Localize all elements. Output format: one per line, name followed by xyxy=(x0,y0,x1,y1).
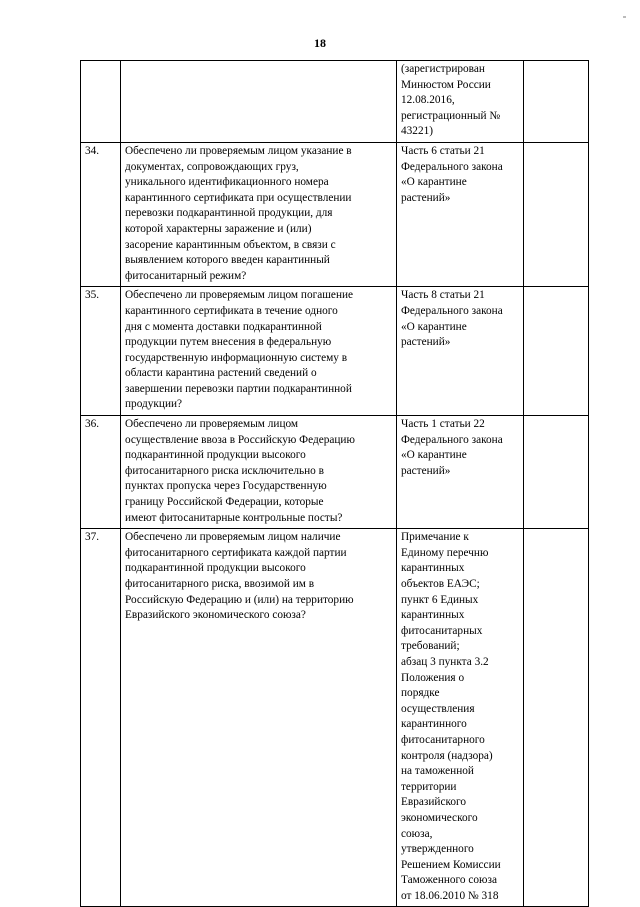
question-line: государственную информационную систему в xyxy=(125,351,348,364)
reference-line: 12.08.2016, xyxy=(401,94,455,107)
question-line: Обеспечено ли проверяемым лицом наличие xyxy=(125,531,341,544)
question-line: подкарантинной продукции высокого xyxy=(125,449,306,462)
reference-line: Федерального закона xyxy=(401,160,503,173)
reference-line: Решением Комиссии xyxy=(401,858,501,871)
reference-line: Таможенного союза xyxy=(401,874,497,887)
reference-line: от 18.06.2010 № 318 xyxy=(401,889,499,902)
reference-line: союза, xyxy=(401,827,433,840)
reference-line: требований; xyxy=(401,640,460,653)
question-cell xyxy=(121,416,397,529)
reference-cell xyxy=(397,142,524,286)
reference-line: (зарегистрирован xyxy=(401,63,485,75)
reference-line: территории xyxy=(401,780,457,793)
question-line: которой характерны заражение и (или) xyxy=(125,222,312,235)
page-number: 18 xyxy=(314,36,326,50)
question-cell xyxy=(121,142,397,286)
question-line: Обеспечено ли проверяемым лицом xyxy=(125,418,299,431)
reference-line: порядке xyxy=(401,687,440,700)
question-line: Российскую Федерацию и (или) на территорию xyxy=(125,593,354,606)
reference-line: Минюстом России xyxy=(401,78,491,91)
reference-cell xyxy=(397,416,524,529)
note-cell xyxy=(524,287,589,416)
reference-line: осуществления xyxy=(401,702,475,715)
reference-line: регистрационный № xyxy=(401,109,501,122)
reference-line: «О карантине xyxy=(401,449,467,462)
reference-line: карантинных xyxy=(401,562,465,575)
question-line: границу Российской Федерации, которые xyxy=(125,496,324,509)
table-row xyxy=(81,416,589,529)
reference-line: экономического xyxy=(401,811,478,824)
reference-line: контроля (надзора) xyxy=(401,749,493,762)
question-line: фитосанитарный режим? xyxy=(125,269,247,282)
question-line: фитосанитарного сертификата каждой партии xyxy=(125,546,347,559)
row-number xyxy=(81,61,121,143)
reference-line: карантинного xyxy=(401,718,467,731)
row-number: 35. xyxy=(81,287,121,416)
question-cell xyxy=(121,529,397,907)
question-line: Обеспечено ли проверяемым лицом погашение xyxy=(125,289,354,302)
reference-line: растений» xyxy=(401,336,451,349)
reference-line: Евразийского xyxy=(401,796,467,809)
question-line: подкарантинной продукции высокого xyxy=(125,562,306,575)
reference-line: Часть 8 статьи 21 xyxy=(401,289,485,302)
reference-line: 43221) xyxy=(401,125,434,138)
reference-line: утвержденного xyxy=(401,843,474,856)
question-line: дня с момента доставки подкарантинной xyxy=(125,320,322,333)
question-line: пунктах пропуска через Государственную xyxy=(125,480,327,493)
reference-line: объектов ЕАЭС; xyxy=(401,578,480,590)
table-row xyxy=(81,61,589,143)
question-line: завершении перевозки партии подкарантинной xyxy=(125,382,352,395)
reference-line: Часть 6 статьи 21 xyxy=(401,144,485,157)
question-line: засорение карантинным объектом, в связи с xyxy=(125,238,336,251)
reference-line: фитосанитарных xyxy=(401,624,483,637)
reference-line: карантинных xyxy=(401,609,465,622)
reference-cell xyxy=(397,529,524,907)
note-cell xyxy=(524,529,589,907)
scan-artifact xyxy=(623,16,626,18)
question-line: осуществление ввоза в Российскую Федерацию xyxy=(125,433,355,446)
row-number: 37. xyxy=(81,529,121,907)
question-line: имеют фитосанитарные контрольные посты? xyxy=(125,511,343,524)
reference-line: растений» xyxy=(401,191,451,204)
checklist-rows xyxy=(81,61,589,907)
reference-cell xyxy=(397,61,524,143)
checklist-table xyxy=(80,60,589,907)
question-line: области карантина растений сведений о xyxy=(125,367,317,380)
question-line: продукции путем внесения в федеральную xyxy=(125,336,332,349)
reference-line: Положения о xyxy=(401,671,465,684)
table-row xyxy=(81,142,589,286)
question-line: карантинного сертификата в течение одного xyxy=(125,304,338,317)
reference-line: «О карантине xyxy=(401,176,467,189)
question-line: карантинного сертификата при осуществлении xyxy=(125,191,352,204)
note-cell xyxy=(524,142,589,286)
question-cell xyxy=(121,287,397,416)
question-line: Обеспечено ли проверяемым лицом указание в xyxy=(125,144,352,157)
note-cell xyxy=(524,61,589,143)
table-row xyxy=(81,529,589,907)
reference-line: Примечание к xyxy=(401,531,469,544)
question-line: выявлением которого введен карантинный xyxy=(125,254,330,267)
question-line: фитосанитарного риска исключительно в xyxy=(125,464,324,477)
reference-cell xyxy=(397,287,524,416)
reference-line: «О карантине xyxy=(401,320,467,333)
question-line: документах, сопровождающих груз, xyxy=(125,160,299,173)
row-number: 36. xyxy=(81,416,121,529)
note-cell xyxy=(524,416,589,529)
reference-line: на таможенной xyxy=(401,765,474,778)
reference-line: пункт 6 Единых xyxy=(401,593,479,606)
question-line: продукции? xyxy=(125,398,183,411)
reference-line: Часть 1 статьи 22 xyxy=(401,418,485,431)
question-line: фитосанитарного риска, ввозимой им в xyxy=(125,578,315,590)
question-line: перевозки подкарантинной продукции, для xyxy=(125,207,333,220)
reference-line: фитосанитарного xyxy=(401,733,485,746)
reference-line: Единому перечню xyxy=(401,546,489,559)
question-line: уникального идентификационного номера xyxy=(125,176,329,189)
row-number: 34. xyxy=(81,142,121,286)
reference-line: абзац 3 пункта 3.2 xyxy=(401,655,489,668)
reference-line: Федерального закона xyxy=(401,433,503,446)
reference-line: растений» xyxy=(401,464,451,477)
reference-line: Федерального закона xyxy=(401,304,503,317)
question-line: Евразийского экономического союза? xyxy=(125,609,306,622)
table-row xyxy=(81,287,589,416)
question-cell xyxy=(121,61,397,143)
